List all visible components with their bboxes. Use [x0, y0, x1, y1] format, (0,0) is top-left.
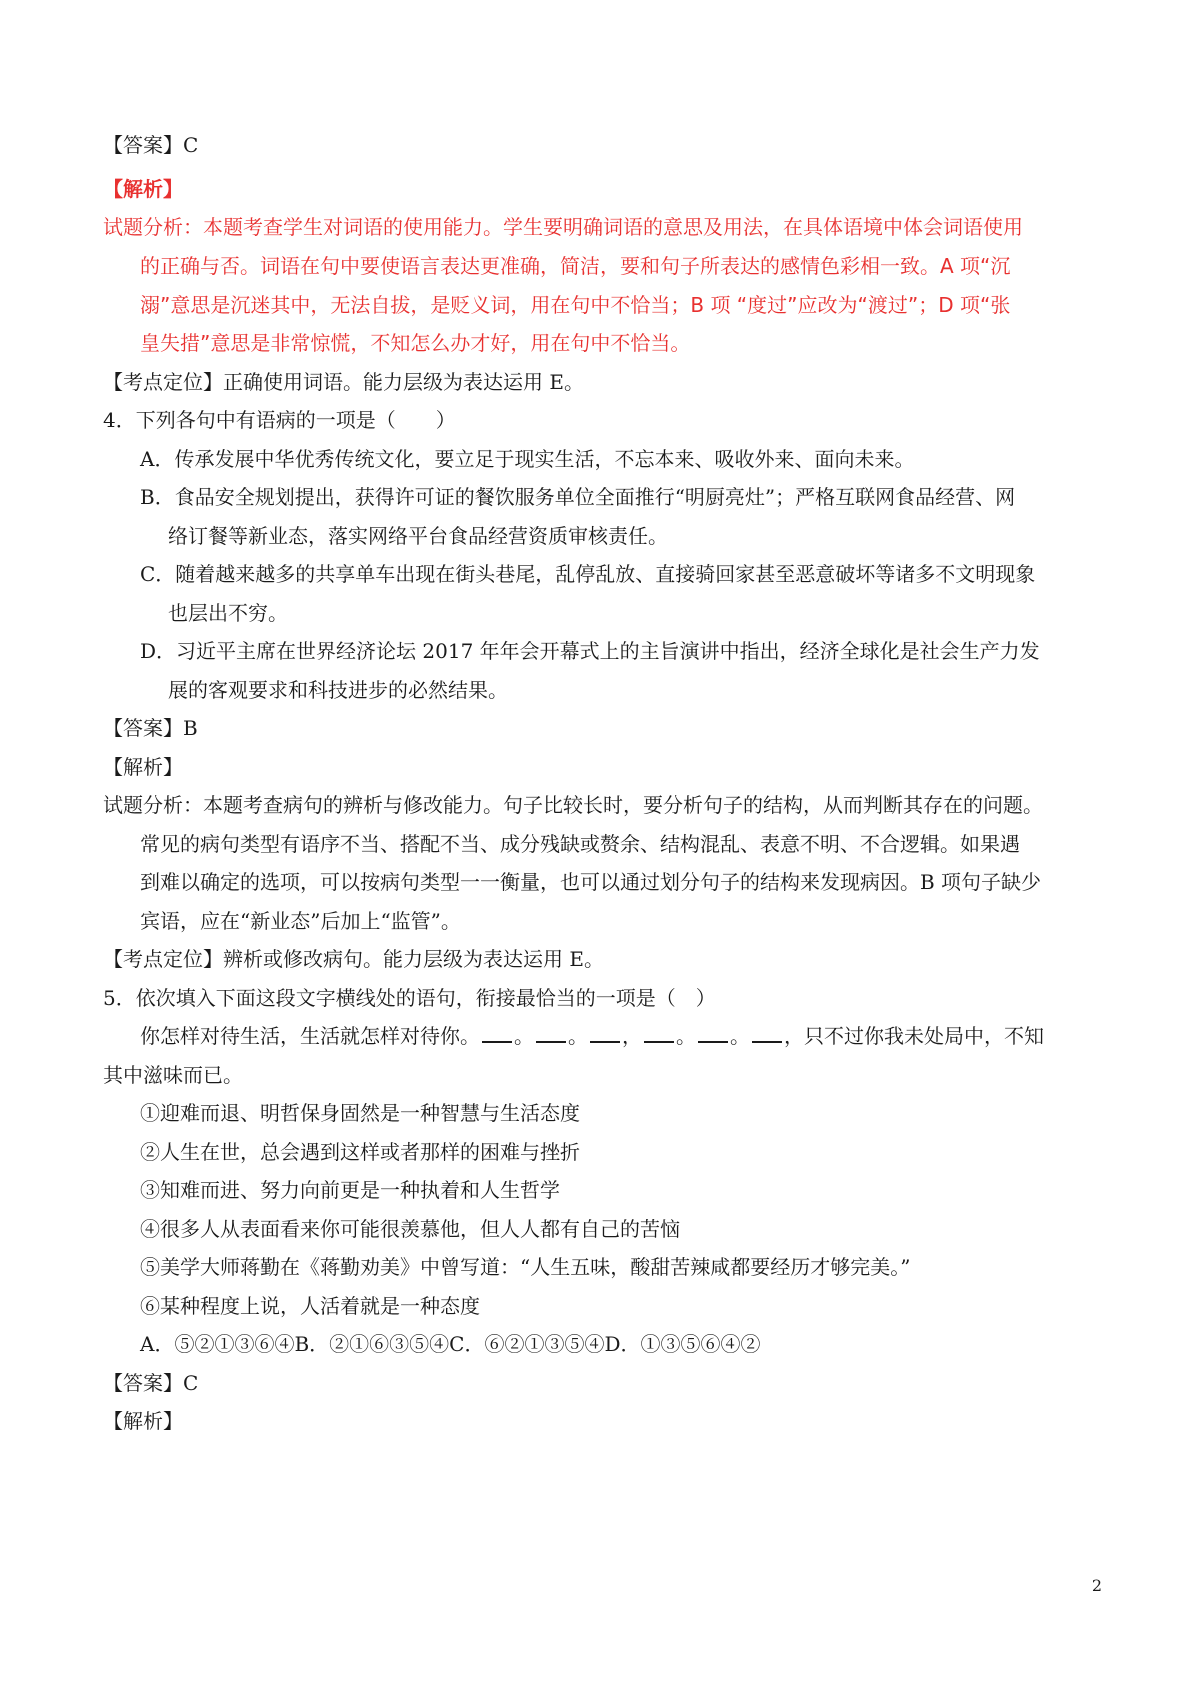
analysis-5-header: 【解析】	[103, 1409, 183, 1433]
kaodian-4: 【考点定位】辨析或修改病句。能力层级为表达运用 E。	[103, 947, 604, 971]
question-4-option-a: A．传承发展中华优秀传统文化，要立足于现实生活，不忘本来、吸收外来、面向未来。	[140, 447, 915, 471]
question-5-passage-cont: 其中滋味而已。	[103, 1063, 243, 1087]
fill-blank	[698, 1041, 728, 1043]
question-4-option-d-cont: 展的客观要求和科技进步的必然结果。	[168, 678, 508, 702]
question-5-item: ③知难而进、努力向前更是一种执着和人生哲学	[140, 1178, 560, 1202]
answer-label: 【答案】	[103, 1371, 183, 1395]
page-number: 2	[1091, 1576, 1102, 1595]
analysis-4-header: 【解析】	[103, 755, 183, 779]
question-5-item: ①迎难而退、明哲保身固然是一种智慧与生活态度	[140, 1101, 580, 1125]
blank-separator: ，	[622, 1024, 642, 1048]
fill-blank	[752, 1041, 782, 1043]
answer-value: C	[183, 1371, 199, 1395]
question-4-stem: 4．下列各句中有语病的一项是（ ）	[103, 408, 456, 432]
question-4-option-c: C．随着越来越多的共享单车出现在街头巷尾，乱停乱放、直接骑回家甚至恶意破坏等诸多不文明现象	[140, 562, 1036, 586]
analysis-3-line: 皇失措”意思是非常惊慌，不知怎么办才好，用在句中不恰当。	[140, 331, 691, 355]
answer-5	[103, 1368, 198, 1398]
analysis-3-line: 试题分析：本题考查学生对词语的使用能力。学生要明确词语的意思及用法，在具体语境中体会词语使用	[103, 215, 1023, 239]
question-4-option-c-cont: 也层出不穷。	[168, 601, 288, 625]
fill-blank	[644, 1041, 674, 1043]
fill-blank	[536, 1041, 566, 1043]
passage-text: 你怎样对待生活，生活就怎样对待你。	[140, 1024, 480, 1048]
blank-separator: 。	[568, 1024, 588, 1048]
question-5-item: ④很多人从表面看来你可能很羡慕他，但人人都有自己的苦恼	[140, 1217, 680, 1241]
answer-label: 【答案】	[103, 716, 183, 740]
question-5-stem: 5．依次填入下面这段文字横线处的语句，衔接最恰当的一项是（ ）	[103, 986, 716, 1010]
passage-text: 只不过你我未处局中，不知	[804, 1024, 1044, 1048]
answer-label: 【答案】	[103, 133, 183, 157]
question-5-item: ②人生在世，总会遇到这样或者那样的困难与挫折	[140, 1140, 580, 1164]
answer-3	[103, 130, 198, 160]
fill-blank	[482, 1041, 512, 1043]
fill-blank	[590, 1041, 620, 1043]
analysis-4-line: 宾语，应在“新业态”后加上“监管”。	[140, 909, 461, 933]
question-5-item: ⑥某种程度上说，人活着就是一种态度	[140, 1294, 480, 1318]
analysis-3-line: 的正确与否。词语在句中要使语言表达更准确，简洁，要和句子所表达的感情色彩相一致。A 项“沉	[140, 254, 1011, 278]
analysis-4-line: 到难以确定的选项，可以按病句类型一一衡量，也可以通过划分句子的结构来发现病因。B 项句子缺少	[140, 870, 1042, 894]
blank-separator: 。	[730, 1024, 750, 1048]
question-5-choices: A．⑤②①③⑥④B．②①⑥③⑤④C．⑥②①③⑤④D．①③⑤⑥④②	[140, 1332, 761, 1356]
analysis-3-header: 【解析】	[103, 177, 183, 201]
question-4-option-b: B．食品安全规划提出，获得许可证的餐饮服务单位全面推行“明厨亮灶”；严格互联网食品经营、网	[140, 485, 1016, 509]
analysis-3-line: 溺”意思是沉迷其中，无法自拔，是贬义词，用在句中不恰当；B 项 “度过”应改为“渡过”；D 项“张	[140, 293, 1011, 317]
analysis-4-line: 试题分析：本题考查病句的辨析与修改能力。句子比较长时，要分析句子的结构，从而判断其存在的问题。	[103, 793, 1043, 817]
analysis-4-line: 常见的病句类型有语序不当、搭配不当、成分残缺或赘余、结构混乱、表意不明、不合逻辑。如果遇	[140, 832, 1020, 856]
question-4-option-d: D．习近平主席在世界经济论坛 2017 年年会开幕式上的主旨演讲中指出，经济全球化是社会生产力发	[140, 639, 1040, 663]
question-4-option-b-cont: 络订餐等新业态，落实网络平台食品经营资质审核责任。	[168, 524, 668, 548]
question-5-passage	[140, 1021, 1044, 1051]
answer-value: B	[183, 716, 198, 740]
question-5-item: ⑤美学大师蒋勤在《蒋勤劝美》中曾写道：“人生五味，酸甜苦辣咸都要经历才够完美。”	[140, 1255, 911, 1279]
answer-4	[103, 713, 198, 743]
blank-separator: ，	[784, 1024, 804, 1048]
blank-separator: 。	[514, 1024, 534, 1048]
kaodian-3: 【考点定位】正确使用词语。能力层级为表达运用 E。	[103, 370, 584, 394]
blank-separator: 。	[676, 1024, 696, 1048]
answer-value: C	[183, 133, 199, 157]
